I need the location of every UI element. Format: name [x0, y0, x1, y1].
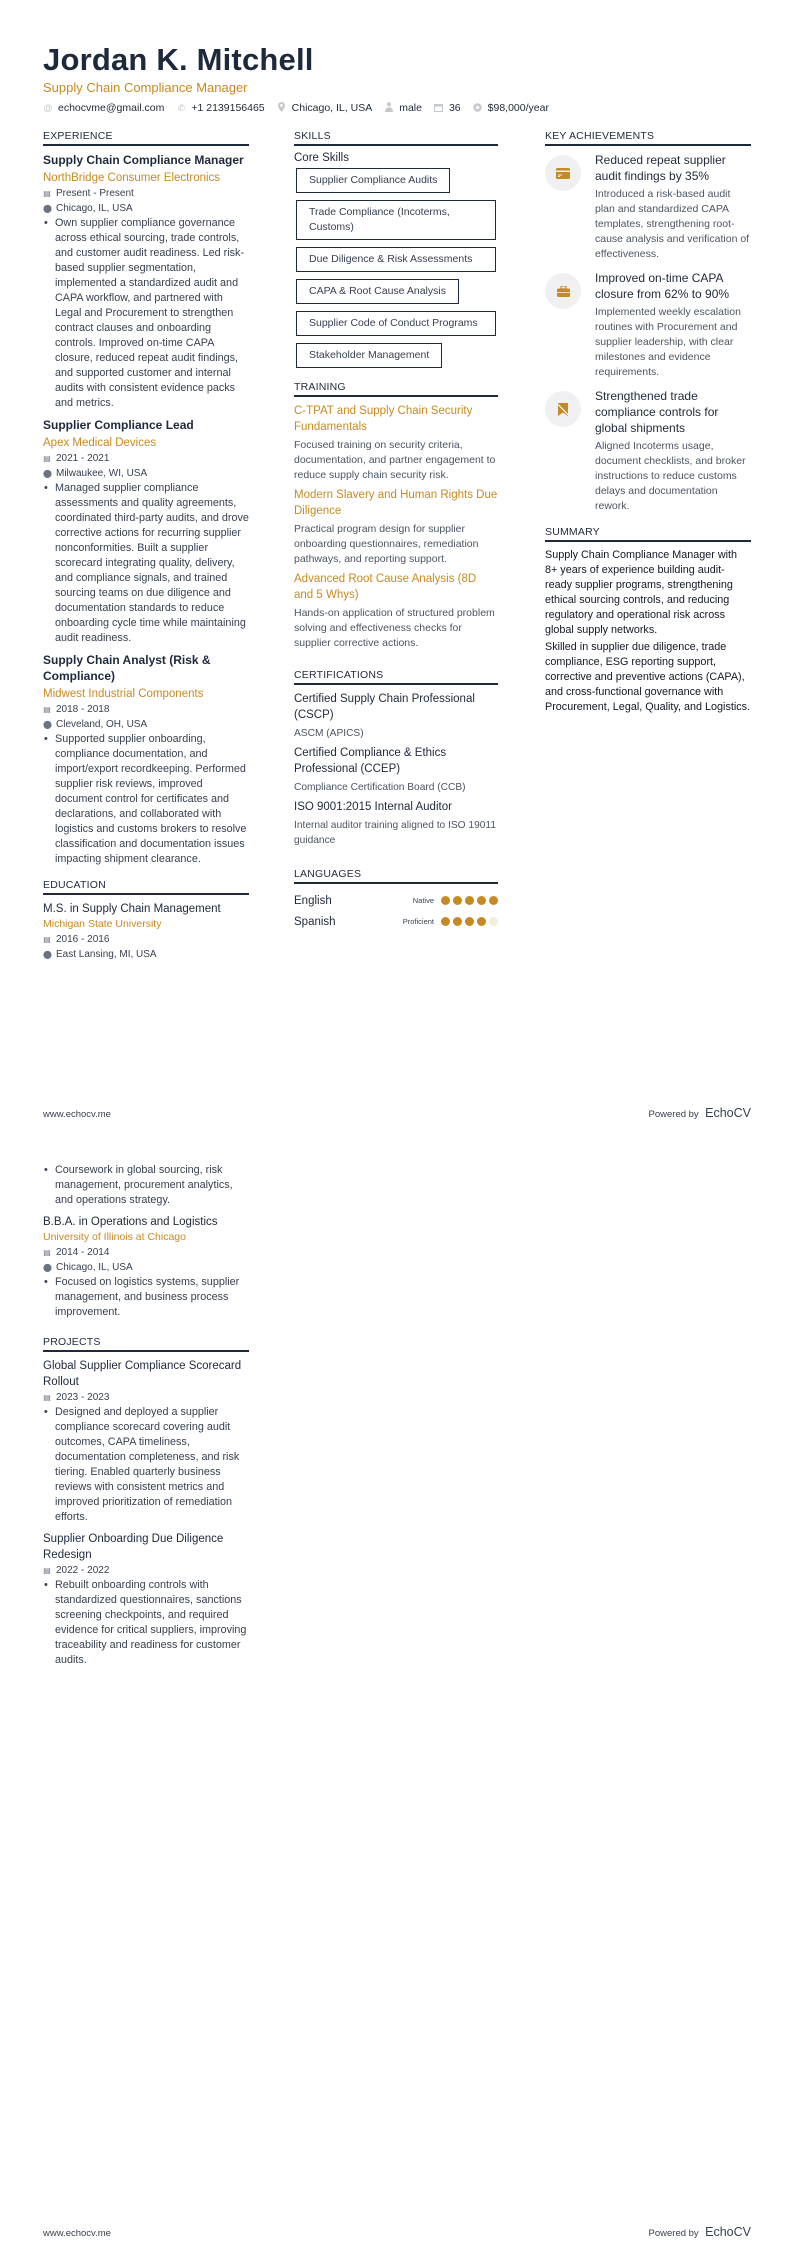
calendar-icon: ▤ — [43, 1393, 51, 1402]
job-bullet: • Own supplier compliance governance across ethical sourcing, trade controls, and customer audit readiness. Led risk-based supplier segmentation, implemented a standardized audit and CAPA workflow, and partnered with Legal and Procurement to strengthen contract clauses and onboarding controls. Improved on-time CAPA closure, reduced repeat audit findings, and supported customer and internal audits with consistent evidence packs and metrics. — [43, 216, 249, 411]
summary-body — [545, 548, 751, 715]
right-column — [545, 130, 751, 717]
dot-filled — [477, 896, 486, 905]
calendar-icon: ▤ — [43, 454, 51, 463]
projects-heading: PROJECTS — [43, 1336, 249, 1352]
left-column — [43, 130, 249, 968]
skill-tag: Trade Compliance (Incoterms, Customs) — [296, 200, 496, 240]
cert-issuer: Compliance Certification Board (CCB) — [294, 782, 466, 793]
experience-entry — [43, 652, 249, 867]
briefcase-icon — [545, 273, 581, 309]
edu-degree: M.S. in Supply Chain Management — [43, 903, 221, 915]
calendar-icon — [434, 103, 444, 114]
languages-heading: LANGUAGES — [294, 868, 498, 884]
experience-entry — [43, 152, 249, 411]
project-name: Global Supplier Compliance Scorecard Rollout — [43, 1360, 242, 1388]
page-footer — [43, 2223, 751, 2241]
training-desc: Hands-on application of structured problem solving and effectiveness checks for supplier corrective actions. — [294, 607, 495, 649]
skill-tag: Stakeholder Management — [296, 343, 442, 368]
achievement-desc: Introduced a risk-based audit plan and standardized CAPA templates, strengthening root-cause analysis and verification of effectiveness. — [595, 188, 750, 260]
brand-logo[interactable]: EchoCV — [705, 2225, 751, 2239]
map-pin-icon — [277, 102, 287, 114]
project-bullet: • Rebuilt onboarding controls with standardized questionnaires, sanctions screening checkpoints, and required evidence for critical suppliers, improving traceability and readiness for customer audits. — [43, 1578, 249, 1668]
job-location: ⬤ Milwaukee, WI, USA — [43, 468, 148, 479]
job-company: Midwest Industrial Components — [43, 688, 204, 700]
achievement-desc: Implemented weekly escalation routines with Procurement and supplier leadership, with clear milestones and evidence requirements. — [595, 306, 741, 378]
project-dates: ▤ 2022 - 2022 — [43, 1565, 110, 1576]
edu-school: University of Illinois at Chicago — [43, 1231, 186, 1243]
training-title: Modern Slavery and Human Rights Due Diligence — [294, 489, 498, 517]
achievement-desc: Aligned Incoterms usage, document checklists, and broker instructions to reduce customs delays and documentation rework. — [595, 440, 746, 512]
project-entry — [43, 1531, 249, 1668]
skill-tag: Supplier Code of Conduct Programs — [296, 311, 496, 336]
education-heading: EDUCATION — [43, 879, 249, 895]
cert-title: Certified Supply Chain Professional (CSCP) — [294, 693, 475, 721]
dot-empty — [489, 917, 498, 926]
training-entry — [294, 571, 498, 651]
language-row — [294, 890, 498, 911]
map-pin-icon: ⬤ — [43, 1263, 52, 1272]
achievement-item — [545, 152, 751, 262]
dot-filled — [441, 896, 450, 905]
left-column-continued — [43, 1163, 249, 1674]
edu-degree: B.B.A. in Operations and Logistics — [43, 1216, 218, 1228]
language-name: Spanish — [294, 915, 336, 928]
achievement-title: Strengthened trade compliance controls for global shipments — [595, 389, 719, 435]
job-bullet: • Supported supplier onboarding, compliance documentation, and import/export recordkeeping. Performed supplier risk reviews, improved document control for certificates and declarations, and collaborated with logistics and customs brokers to resolve classification and documentation issues impacting shipment clearance. — [43, 732, 249, 867]
cert-issuer: ASCM (APICS) — [294, 728, 364, 739]
edu-bullet: • Coursework in global sourcing, risk management, procurement analytics, and operations strategy. — [43, 1163, 249, 1208]
proficiency-dots — [441, 896, 498, 905]
coin-icon — [473, 103, 483, 114]
bookmark-slash-icon — [545, 391, 581, 427]
candidate-title: Supply Chain Compliance Manager — [43, 80, 248, 95]
middle-column — [294, 130, 498, 932]
language-level: Native — [412, 896, 434, 905]
certification-entry — [294, 799, 498, 848]
map-pin-icon: ⬤ — [43, 720, 52, 729]
dot-filled — [465, 917, 474, 926]
location-text: Chicago, IL, USA — [291, 102, 373, 114]
calendar-icon: ▤ — [43, 705, 51, 714]
training-desc: Practical program design for supplier onboarding questionnaires, remediation pathways, and reporting support. — [294, 523, 479, 565]
skill-tag: Due Diligence & Risk Assessments — [296, 247, 496, 272]
gender-text: male — [399, 102, 422, 114]
achievement-item — [545, 388, 751, 514]
training-heading: TRAINING — [294, 381, 498, 397]
achievement-title: Reduced repeat supplier audit findings by 35% — [595, 153, 726, 183]
job-company: Apex Medical Devices — [43, 437, 157, 449]
contact-email[interactable] — [43, 102, 164, 114]
dot-filled — [489, 896, 498, 905]
job-dates: ▤ 2018 - 2018 — [43, 704, 110, 715]
phone-text: +1 2139156465 — [191, 102, 265, 114]
email-text: echocvme@gmail.com — [58, 102, 165, 114]
language-level: Proficient — [402, 917, 434, 926]
job-location: ⬤ Chicago, IL, USA — [43, 203, 133, 214]
project-dates: ▤ 2023 - 2023 — [43, 1392, 110, 1403]
salary-text: $98,000/year — [487, 102, 549, 114]
achievements-heading: KEY ACHIEVEMENTS — [545, 130, 751, 146]
cert-issuer: Internal auditor training aligned to ISO 19011 guidance — [294, 820, 496, 846]
resume-page-2 — [0, 1123, 794, 2246]
project-name: Supplier Onboarding Due Diligence Redesign — [43, 1533, 224, 1561]
candidate-name: Jordan K. Mitchell — [43, 42, 314, 77]
edu-dates: ▤ 2014 - 2014 — [43, 1247, 110, 1258]
achievement-item — [545, 270, 751, 380]
skill-group-label: Core Skills — [294, 152, 349, 164]
person-icon — [384, 102, 394, 114]
project-bullet: • Designed and deployed a supplier compliance scorecard covering audit outcomes, CAPA timeliness, documentation completeness, and risk tiering. Enabled quarterly business reviews with consistent metrics and improved prioritization of remediation efforts. — [43, 1405, 249, 1525]
language-name: English — [294, 894, 332, 907]
experience-entry — [43, 417, 249, 646]
dot-filled — [477, 917, 486, 926]
dot-filled — [465, 896, 474, 905]
training-entry — [294, 403, 498, 483]
footer-url[interactable]: www.echocv.me — [43, 2228, 111, 2239]
job-bullet: • Managed supplier compliance assessments and quality agreements, coordinated third-party audits, and drove corrective actions for recurring supplier nonconformities. Built a supplier scorecard integrating quality, delivery, and compliance signals, and trained sourcing teams on due diligence and documentation standards to reduce onboarding cycle time while maintaining audit readiness. — [43, 481, 249, 646]
dot-filled — [453, 917, 462, 926]
proficiency-dots — [441, 917, 498, 926]
calendar-icon: ▤ — [43, 189, 51, 198]
job-role: Supply Chain Compliance Manager — [43, 153, 244, 167]
certifications-heading: CERTIFICATIONS — [294, 669, 498, 685]
cert-title: ISO 9001:2015 Internal Auditor — [294, 801, 452, 813]
contact-gender — [384, 102, 422, 114]
job-location: ⬤ Cleveland, OH, USA — [43, 719, 148, 730]
map-pin-icon: ⬤ — [43, 469, 52, 478]
contact-phone[interactable] — [176, 102, 264, 114]
summary-heading: SUMMARY — [545, 526, 751, 542]
map-pin-icon: ⬤ — [43, 950, 52, 959]
summary-paragraph: Supply Chain Compliance Manager with 8+ years of experience building audit-ready supplier programs, strengthening ethical sourcing controls, and reducing regulatory and operational risk across global supply networks. — [545, 549, 738, 636]
cert-title: Certified Compliance & Ethics Professional (CCEP) — [294, 747, 447, 775]
edu-location: ⬤ East Lansing, MI, USA — [43, 949, 157, 960]
edu-bullet: • Focused on logistics systems, supplier management, and business process improvement. — [43, 1275, 249, 1320]
resume-header — [43, 42, 549, 114]
summary-paragraph: Skilled in supplier due diligence, trade compliance, ESG reporting support, corrective and preventive actions (CAPA), and cross-functional governance with Procurement, Legal, Quality, and Logistics. — [545, 641, 751, 713]
project-entry — [43, 1358, 249, 1525]
training-desc: Focused training on security criteria, documentation, and partner engagement to reduce supply chain security risk. — [294, 439, 496, 481]
skills-heading: SKILLS — [294, 130, 498, 146]
job-role: Supply Chain Analyst (Risk & Compliance) — [43, 653, 211, 683]
certification-entry — [294, 745, 498, 795]
skill-tags — [294, 168, 498, 375]
dot-filled — [453, 896, 462, 905]
dot-filled — [441, 917, 450, 926]
education-entry — [43, 901, 249, 962]
contact-salary — [473, 102, 549, 114]
brand-logo[interactable]: EchoCV — [705, 1106, 751, 1120]
calendar-icon: ▤ — [43, 1248, 51, 1257]
phone-icon: ✆ — [177, 102, 186, 113]
job-company: NorthBridge Consumer Electronics — [43, 172, 221, 184]
powered-by: Powered by EchoCV — [648, 1106, 751, 1120]
calendar-icon: ▤ — [43, 1566, 51, 1575]
edu-location: ⬤ Chicago, IL, USA — [43, 1262, 133, 1273]
certification-entry — [294, 691, 498, 741]
at-icon: @ — [43, 103, 53, 113]
contact-age — [434, 102, 461, 114]
job-dates: ▤ 2021 - 2021 — [43, 453, 110, 464]
achievement-title: Improved on-time CAPA closure from 62% to 90% — [595, 271, 730, 301]
edu-school: Michigan State University — [43, 918, 162, 930]
page-footer — [43, 1104, 751, 1122]
footer-url[interactable]: www.echocv.me — [43, 1109, 111, 1120]
training-title: C-TPAT and Supply Chain Security Fundamentals — [294, 405, 473, 433]
training-title: Advanced Root Cause Analysis (8D and 5 Whys) — [294, 573, 477, 601]
job-dates: ▤ Present - Present — [43, 188, 134, 199]
skill-tag: CAPA & Root Cause Analysis — [296, 279, 459, 304]
calendar-icon: ▤ — [43, 935, 51, 944]
age-text: 36 — [448, 102, 461, 114]
skill-tag: Supplier Compliance Audits — [296, 168, 450, 193]
job-role: Supplier Compliance Lead — [43, 418, 194, 432]
training-entry — [294, 487, 498, 567]
map-pin-icon: ⬤ — [43, 204, 52, 213]
credit-card-icon — [545, 155, 581, 191]
contact-row — [43, 102, 549, 114]
language-row — [294, 911, 498, 932]
powered-by: Powered by EchoCV — [648, 2225, 751, 2239]
contact-location — [277, 102, 373, 114]
experience-heading: EXPERIENCE — [43, 130, 249, 146]
education-entry — [43, 1214, 249, 1320]
edu-dates: ▤ 2016 - 2016 — [43, 934, 110, 945]
